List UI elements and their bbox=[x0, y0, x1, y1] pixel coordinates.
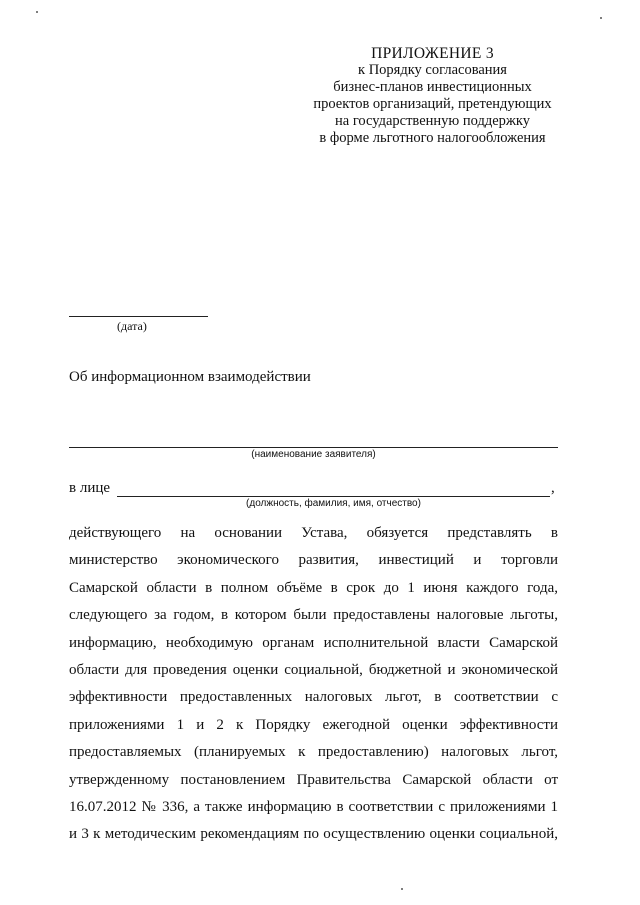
body-line: 16.07.2012 № 336, а также информацию в соответствии с приложениями 1 bbox=[69, 798, 558, 815]
scan-speck bbox=[36, 11, 38, 13]
representative-caption: (должность, фамилия, имя, отчество) bbox=[246, 498, 421, 509]
representative-trailing: , bbox=[551, 480, 555, 496]
appendix-header bbox=[300, 45, 565, 147]
appendix-line: проектов организаций, претендующих bbox=[313, 96, 552, 112]
body-line: министерство экономического развития, инвестиций и торговли bbox=[69, 552, 558, 569]
body-line: утвержденному постановлением Правительства Самарской области от bbox=[69, 771, 558, 788]
appendix-line: на государственную поддержку bbox=[335, 113, 530, 129]
document-subject: Об информационном взаимодействии bbox=[69, 369, 311, 385]
applicant-caption: (наименование заявителя) bbox=[251, 449, 376, 460]
body-line: приложениями 1 и 2 к Порядку ежегодной оценки эффективности bbox=[69, 716, 558, 733]
body-line: эффективности предоставленных налоговых льгот, в соответствии с bbox=[69, 689, 558, 706]
body-line: Самарской области в полном объёме в срок до 1 июня каждого года, bbox=[69, 579, 558, 596]
body-line: и 3 к методическим рекомендациям по осуществлению оценки социальной, bbox=[69, 826, 558, 843]
body-paragraph bbox=[69, 520, 558, 849]
applicant-blank-line bbox=[69, 447, 558, 448]
appendix-heading: ПРИЛОЖЕНИЕ 3 bbox=[371, 45, 494, 62]
representative-blank-line bbox=[117, 496, 550, 497]
body-line: действующего на основании Устава, обязуется представлять в bbox=[69, 525, 558, 541]
representative-label: в лице bbox=[69, 480, 111, 496]
body-line: предоставляемых (планируемых к предоставлению) налоговых льгот, bbox=[69, 744, 558, 761]
date-caption: (дата) bbox=[117, 319, 147, 333]
body-line: информацию, необходимую органам исполнительной власти Самарской bbox=[69, 634, 558, 651]
date-blank-line bbox=[69, 316, 208, 317]
appendix-line: в форме льготного налогообложения bbox=[319, 130, 546, 146]
body-line: следующего за годом, в котором были предоставлены налоговые льготы, bbox=[69, 607, 558, 624]
body-line: области для проведения оценки социальной, бюджетной и экономической bbox=[69, 661, 558, 678]
scan-speck bbox=[401, 888, 403, 890]
appendix-line: к Порядку согласования bbox=[358, 62, 507, 78]
appendix-line: бизнес-планов инвестиционных bbox=[333, 79, 532, 95]
scan-speck bbox=[600, 17, 602, 19]
